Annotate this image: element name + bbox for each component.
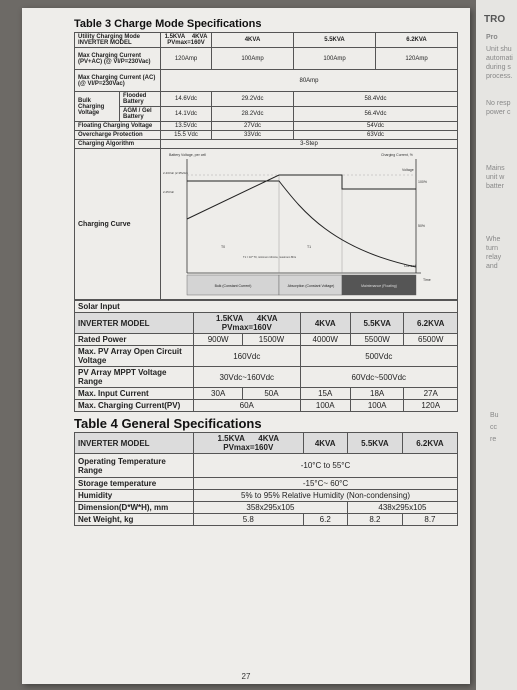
dimension-a: 358x295x105 xyxy=(194,502,348,514)
algorithm-value: 3-Step xyxy=(161,140,458,149)
weight-label: Net Weight, kg xyxy=(75,514,194,526)
curve-y-left-label: Battery Voltage, per cell xyxy=(169,153,206,157)
solar-model-2: 4KVA xyxy=(256,314,278,323)
adjacent-line-14: and xyxy=(486,263,498,270)
adjacent-line-4: during s xyxy=(486,64,511,71)
flooded-value-3: 58.4Vdc xyxy=(294,92,458,107)
left-tick-2: 2.25Vdc xyxy=(163,190,175,194)
curve-axes xyxy=(187,159,421,273)
adjacent-line-7: power c xyxy=(486,109,511,116)
utility-mode-label: Utility Charging Mode xyxy=(78,34,140,40)
t4-inverter-model-label: INVERTER MODEL xyxy=(75,433,194,454)
floating-value-2: 27Vdc xyxy=(212,122,294,131)
t3-model-3: 4KVA xyxy=(212,33,294,48)
adjacent-line-8: Mains xyxy=(486,165,505,172)
charging-pv-4: 120A xyxy=(404,400,458,412)
storage-label: Storage temperature xyxy=(75,478,194,490)
curve-y-right-label: Charging Current, % xyxy=(381,153,413,157)
t4-model-5: 6.2KVA xyxy=(402,433,457,454)
floating-label: Floating Charging Voltage xyxy=(75,122,161,131)
open-circuit-a: 160Vdc xyxy=(194,346,301,367)
t4-model-3: 4KVA xyxy=(303,433,347,454)
weight-2: 6.2 xyxy=(303,514,347,526)
t4-model-1: 1.5KVA xyxy=(217,434,245,443)
rated-power-3: 4000W xyxy=(300,334,350,346)
storage-value: -15°C~ 60°C xyxy=(194,478,458,490)
table4-title: Table 4 General Specifications xyxy=(74,416,262,431)
adjacent-line-3: automati xyxy=(486,55,513,62)
flooded-value-1: 14.6Vdc xyxy=(161,92,212,107)
charging-pv-label: Max. Charging Current(PV) xyxy=(75,400,194,412)
humidity-value: 5% to 95% Relative Humidity (Non-condensing) xyxy=(194,490,458,502)
solar-table xyxy=(74,300,458,412)
weight-1: 5.8 xyxy=(194,514,304,526)
charging-pv-2: 100A xyxy=(300,400,350,412)
open-circuit-label: Max. PV Array Open Circuit Voltage xyxy=(75,346,194,367)
dimension-b: 438x295x105 xyxy=(347,502,457,514)
manual-page xyxy=(22,8,470,684)
rated-power-1: 900W xyxy=(194,334,243,346)
adjacent-line-9: unit w xyxy=(486,174,505,181)
t1-note: T1 = 10* T0, minimum 10mins, maximum 8hrs xyxy=(243,256,297,259)
max-charging-pv-ac-label: Max Charging Current (PV+AC) (@ VI/P=230Vac) xyxy=(75,48,161,70)
t3-model-2: 4KVA xyxy=(191,34,208,40)
spec-sheet xyxy=(74,18,458,526)
flooded-label: Flooded Battery xyxy=(120,92,161,107)
t3-model-5: 6.2KVA xyxy=(376,33,458,48)
adjacent-line-15: Bu xyxy=(490,412,499,419)
rated-power-4: 5500W xyxy=(350,334,404,346)
weight-4: 8.7 xyxy=(402,514,457,526)
left-tick-1: 2.43Vdc (2.35Vdc) xyxy=(163,171,188,175)
open-circuit-b: 500Vdc xyxy=(300,346,457,367)
charging-pv-3: 100A xyxy=(350,400,404,412)
adjacent-line-17: re xyxy=(490,436,497,443)
charging-pv-1: 60A xyxy=(194,400,301,412)
solar-model-1: 1.5KVA xyxy=(216,314,244,323)
adjacent-line-6: No resp xyxy=(486,100,511,107)
overcharge-value-1: 15.5 Vdc xyxy=(161,131,212,140)
t0-label: T0 xyxy=(221,245,226,249)
floating-value-3: 54Vdc xyxy=(294,122,458,131)
stage-absorption: Absorption (Constant Voltage) xyxy=(287,284,335,288)
agm-value-1: 14.1Vdc xyxy=(161,107,212,122)
curve-voltage-label: Voltage xyxy=(402,168,414,172)
t4-model-4: 5.5KVA xyxy=(347,433,402,454)
stage-bulk: Bulk (Constant Current) xyxy=(214,284,252,288)
adjacent-line-12: turn xyxy=(486,245,499,252)
stage-maintenance: Maintenance (Floating) xyxy=(361,284,397,288)
input-current-label: Max. Input Current xyxy=(75,388,194,400)
agm-label: AGM / Gel Battery xyxy=(123,108,152,120)
t3-pvmax: PVmax=160V xyxy=(167,40,205,46)
weight-3: 8.2 xyxy=(347,514,402,526)
adjacent-line-16: cc xyxy=(490,424,497,431)
mppt-b: 60Vdc~500Vdc xyxy=(300,367,457,388)
t4-model-2: 4KVA xyxy=(258,434,280,443)
solar-model-3: 4KVA xyxy=(300,313,350,334)
page-number: 27 xyxy=(241,672,251,681)
bulk-label: Bulk Charging Voltage xyxy=(75,92,120,121)
t3-model-1: 1.5KVA xyxy=(164,34,186,40)
voltage-curve xyxy=(187,175,416,219)
max-pv-ac-value-1: 120Amp xyxy=(161,48,212,70)
rated-power-2: 1500W xyxy=(243,334,300,346)
overcharge-value-3: 63Vdc xyxy=(294,131,458,140)
curve-current-label: Current xyxy=(404,264,416,268)
input-current-1: 30A xyxy=(194,388,243,400)
input-current-2: 50A xyxy=(243,388,300,400)
overcharge-label: Overcharge Protection xyxy=(75,131,161,140)
op-temp-value: -10°C to 55°C xyxy=(194,454,458,478)
input-current-5: 27A xyxy=(404,388,458,400)
adjacent-line-13: relay xyxy=(486,254,502,261)
curve-label: Charging Curve xyxy=(75,149,161,300)
table3-title: Table 3 Charge Mode Specifications xyxy=(74,18,262,30)
solar-section-label: Solar Input xyxy=(75,301,458,313)
algorithm-label: Charging Algorithm xyxy=(75,140,161,149)
solar-inverter-model-label: INVERTER MODEL xyxy=(75,313,194,334)
curve-time-label: Time xyxy=(423,278,431,282)
op-temp-label: Operating Temperature Range xyxy=(75,454,194,478)
adjacent-line-11: Whe xyxy=(486,236,501,243)
adjacent-page xyxy=(476,0,517,690)
max-pv-ac-value-3: 100Amp xyxy=(294,48,376,70)
current-curve xyxy=(187,181,416,267)
charging-curve-diagram xyxy=(161,149,457,299)
mppt-label: PV Array MPPT Voltage Range xyxy=(75,367,194,388)
adjacent-line-2: Unit shu xyxy=(486,46,512,53)
pct-50-label: 50% xyxy=(418,224,426,228)
table4 xyxy=(74,432,458,526)
table3-inverter-model-label: INVERTER MODEL xyxy=(78,40,132,46)
adjacent-line-10: batter xyxy=(486,183,504,190)
humidity-label: Humidity xyxy=(75,490,194,502)
adjacent-line-1: Pro xyxy=(486,34,498,41)
t1-label: T1 xyxy=(307,245,312,249)
pct-100-label: 100% xyxy=(418,180,427,184)
input-current-3: 15A xyxy=(300,388,350,400)
floating-value-1: 13.5Vdc xyxy=(161,122,212,131)
flooded-value-2: 29.2Vdc xyxy=(212,92,294,107)
input-current-4: 18A xyxy=(350,388,404,400)
solar-pvmax: PVmax=160V xyxy=(221,323,272,332)
solar-model-4: 5.5KVA xyxy=(350,313,404,334)
mppt-a: 30Vdc~160Vdc xyxy=(194,367,301,388)
adjacent-page-title: TRO xyxy=(484,14,506,25)
t3-model-4: 5.5KVA xyxy=(294,33,376,48)
max-pv-ac-value-4: 120Amp xyxy=(376,48,458,70)
max-charging-ac-label: Max Charging Current (AC) (@ VI/P=230Vac) xyxy=(75,70,161,92)
agm-value-3: 56.4Vdc xyxy=(294,107,458,122)
solar-model-5: 6.2KVA xyxy=(404,313,458,334)
overcharge-value-2: 33Vdc xyxy=(212,131,294,140)
stage-bar xyxy=(187,275,416,295)
rated-power-5: 6500W xyxy=(404,334,458,346)
dimension-label: Dimension(D*W*H), mm xyxy=(75,502,194,514)
max-ac-value: 80Amp xyxy=(161,70,458,92)
max-pv-ac-value-2: 100Amp xyxy=(212,48,294,70)
t4-pvmax: PVmax=160V xyxy=(223,443,274,452)
table3 xyxy=(74,32,458,300)
rated-power-label: Rated Power xyxy=(75,334,194,346)
agm-value-2: 28.2Vdc xyxy=(212,107,294,122)
adjacent-line-5: process. xyxy=(486,73,513,80)
